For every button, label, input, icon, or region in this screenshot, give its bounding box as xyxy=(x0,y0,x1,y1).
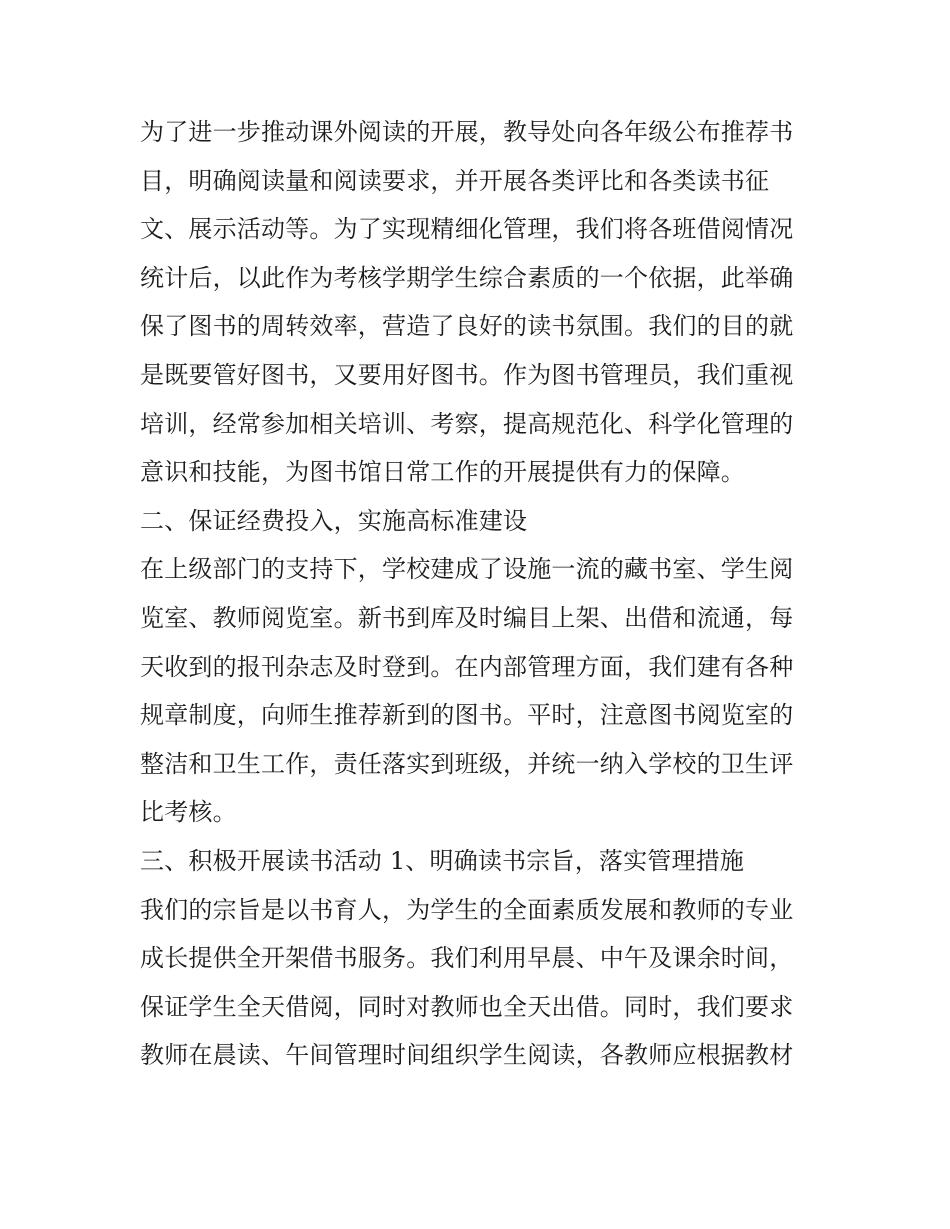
text-line: 是既要管好图书，又要用好图书。作为图书管理员，我们重视 xyxy=(140,360,794,389)
text-line: 文、展示活动等。为了实现精细化管理，我们将各班借阅情况 xyxy=(140,215,794,244)
text-line: 目，明确阅读量和阅读要求，并开展各类评比和各类读书征 xyxy=(140,166,770,195)
text-line: 成长提供全开架借书服务。我们利用早晨、中午及课余时间， xyxy=(140,944,794,973)
text-line: 教师在晨读、午间管理时间组织学生阅读，各教师应根据教材 xyxy=(140,1041,794,1070)
section-heading: 二、保证经费投入，实施高标准建设 xyxy=(140,506,528,535)
section-heading: 三、积极开展读书活动 1、明确读书宗旨，落实管理措施 xyxy=(140,846,745,875)
text-line: 览室、教师阅览室。新书到库及时编目上架、出借和流通，每 xyxy=(140,603,794,632)
text-line: 天收到的报刊杂志及时登到。在内部管理方面，我们建有各种 xyxy=(140,652,794,681)
text-line: 意识和技能，为图书馆日常工作的开展提供有力的保障。 xyxy=(140,458,745,487)
text-line: 保了图书的周转效率，营造了良好的读书氛围。我们的目的就 xyxy=(140,312,794,341)
text-line: 培训，经常参加相关培训、考察，提高规范化、科学化管理的 xyxy=(140,409,794,438)
text-line: 整洁和卫生工作，责任落实到班级，并统一纳入学校的卫生评 xyxy=(140,749,794,778)
text-line: 为了进一步推动课外阅读的开展，教导处向各年级公布推荐书 xyxy=(140,118,794,146)
text-line: 规章制度，向师生推荐新到的图书。平时，注意图书阅览室的 xyxy=(140,701,794,730)
document-body xyxy=(140,108,820,1080)
text-line: 在上级部门的支持下，学校建成了设施一流的藏书室、学生阅 xyxy=(140,555,794,584)
text-line: 比考核。 xyxy=(140,798,237,827)
text-line: 我们的宗旨是以书育人，为学生的全面素质发展和教师的专业 xyxy=(140,895,794,924)
text-line: 保证学生全天借阅，同时对教师也全天出借。同时，我们要求 xyxy=(140,992,794,1021)
text-line: 统计后，以此作为考核学期学生综合素质的一个依据，此举确 xyxy=(140,263,794,292)
